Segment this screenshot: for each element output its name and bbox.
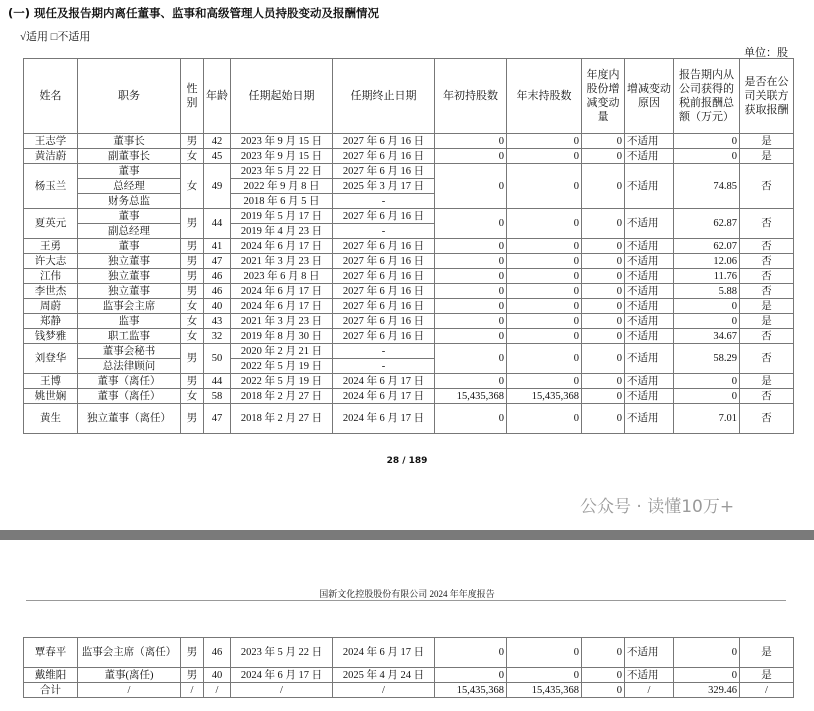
table-header: [24, 59, 794, 134]
end-shares-cell: 0: [507, 269, 582, 284]
pay-cell: 62.87: [674, 209, 740, 239]
related-pay-cell: 是: [740, 299, 794, 314]
change-cell: 0: [582, 239, 625, 254]
end-shares-cell: 0: [507, 374, 582, 389]
header-divider: [26, 600, 786, 601]
end-date-cell: 2027 年 6 月 16 日: [333, 269, 435, 284]
end-date-cell: -: [333, 344, 435, 359]
start-date-cell: 2018 年 6 月 5 日: [231, 194, 333, 209]
begin-shares-cell: 0: [435, 314, 507, 329]
change-cell: 0: [582, 668, 625, 683]
name-cell: 戴维阳: [24, 668, 78, 683]
position-cell: 董事(离任): [78, 668, 181, 683]
begin-shares-cell: 0: [435, 404, 507, 434]
gender-cell: 男: [181, 344, 204, 374]
begin-shares-cell: 0: [435, 284, 507, 299]
gender-cell: 男: [181, 668, 204, 683]
reason-cell: 不适用: [625, 299, 674, 314]
related-pay-cell: 是: [740, 374, 794, 389]
pay-cell: 0: [674, 314, 740, 329]
end-date-cell: 2027 年 6 月 16 日: [333, 134, 435, 149]
start-date-cell: 2022 年 5 月 19 日: [231, 359, 333, 374]
age-cell: 41: [204, 239, 231, 254]
end-shares-cell: 0: [507, 149, 582, 164]
age-cell: 47: [204, 404, 231, 434]
pay-cell: 11.76: [674, 269, 740, 284]
position-cell: 副总经理: [78, 224, 181, 239]
age-cell: 46: [204, 284, 231, 299]
table-row: [24, 239, 794, 254]
pay-cell: 0: [674, 668, 740, 683]
reason-cell: 不适用: [625, 164, 674, 209]
applicability-checkbox: √适用 □不适用: [20, 31, 91, 43]
position-cell: 职工监事: [78, 329, 181, 344]
age-cell: 46: [204, 638, 231, 668]
end-shares-cell: 0: [507, 299, 582, 314]
end-shares-cell: 15,435,368: [507, 389, 582, 404]
begin-shares-cell: 0: [435, 209, 507, 239]
reason-cell: 不适用: [625, 284, 674, 299]
related-pay-cell: 否: [740, 164, 794, 209]
age-cell: 46: [204, 269, 231, 284]
end-shares-cell: 0: [507, 638, 582, 668]
end-shares-cell: 0: [507, 164, 582, 209]
position-cell: 董事（离任）: [78, 374, 181, 389]
table-row: [24, 269, 794, 284]
change-cell: 0: [582, 344, 625, 374]
begin-shares-cell: 0: [435, 149, 507, 164]
related-pay-cell: 是: [740, 314, 794, 329]
related-pay-cell: 否: [740, 254, 794, 269]
reason-cell: 不适用: [625, 329, 674, 344]
column-header: 年末持股数: [507, 59, 582, 134]
total-end-cell: /: [333, 683, 435, 698]
end-shares-cell: 0: [507, 284, 582, 299]
end-date-cell: 2024 年 6 月 17 日: [333, 389, 435, 404]
age-cell: 40: [204, 668, 231, 683]
end-shares-cell: 0: [507, 239, 582, 254]
table-row: [24, 164, 794, 179]
gender-cell: 男: [181, 134, 204, 149]
start-date-cell: 2023 年 9 月 15 日: [231, 149, 333, 164]
change-cell: 0: [582, 149, 625, 164]
position-cell: 董事长: [78, 134, 181, 149]
end-shares-cell: 0: [507, 209, 582, 239]
position-cell: 董事（离任）: [78, 389, 181, 404]
change-cell: 0: [582, 389, 625, 404]
table-row: [24, 344, 794, 359]
column-header: 年初持股数: [435, 59, 507, 134]
pay-cell: 0: [674, 389, 740, 404]
start-date-cell: 2024 年 6 月 17 日: [231, 239, 333, 254]
name-cell: 夏英元: [24, 209, 78, 239]
end-shares-cell: 0: [507, 134, 582, 149]
end-date-cell: 2027 年 6 月 16 日: [333, 164, 435, 179]
change-cell: 0: [582, 284, 625, 299]
gender-cell: 男: [181, 284, 204, 299]
shareholding-table-continued: [23, 637, 794, 698]
total-reason-cell: /: [625, 683, 674, 698]
start-date-cell: 2024 年 6 月 17 日: [231, 668, 333, 683]
total-start-cell: /: [231, 683, 333, 698]
end-date-cell: 2024 年 6 月 17 日: [333, 374, 435, 389]
position-cell: 独立董事: [78, 269, 181, 284]
start-date-cell: 2022 年 9 月 8 日: [231, 179, 333, 194]
end-shares-cell: 0: [507, 314, 582, 329]
gender-cell: 男: [181, 374, 204, 389]
gender-cell: 女: [181, 314, 204, 329]
reason-cell: 不适用: [625, 344, 674, 374]
table-row: [24, 134, 794, 149]
shareholding-table: [23, 58, 794, 434]
start-date-cell: 2021 年 3 月 23 日: [231, 314, 333, 329]
age-cell: 42: [204, 134, 231, 149]
end-date-cell: 2027 年 6 月 16 日: [333, 284, 435, 299]
section-title: (一) 现任及报告期内离任董事、监事和高级管理人员持股变动及报酬情况: [8, 6, 380, 20]
begin-shares-cell: 0: [435, 269, 507, 284]
position-cell: 副董事长: [78, 149, 181, 164]
change-cell: 0: [582, 404, 625, 434]
start-date-cell: 2021 年 3 月 23 日: [231, 254, 333, 269]
start-date-cell: 2020 年 2 月 21 日: [231, 344, 333, 359]
column-header: 职务: [78, 59, 181, 134]
start-date-cell: 2023 年 5 月 22 日: [231, 164, 333, 179]
reason-cell: 不适用: [625, 269, 674, 284]
gender-cell: 男: [181, 239, 204, 254]
reason-cell: 不适用: [625, 638, 674, 668]
end-shares-cell: 0: [507, 344, 582, 374]
column-header: 是否在公司关联方获取报酬: [740, 59, 794, 134]
change-cell: 0: [582, 638, 625, 668]
position-cell: 董事会秘书: [78, 344, 181, 359]
name-cell: 周蔚: [24, 299, 78, 314]
start-date-cell: 2018 年 2 月 27 日: [231, 404, 333, 434]
end-date-cell: 2025 年 3 月 17 日: [333, 179, 435, 194]
reason-cell: 不适用: [625, 149, 674, 164]
reason-cell: 不适用: [625, 389, 674, 404]
name-cell: 王志学: [24, 134, 78, 149]
end-date-cell: 2027 年 6 月 16 日: [333, 209, 435, 224]
column-header: 报告期内从公司获得的税前报酬总额（万元）: [674, 59, 740, 134]
related-pay-cell: 是: [740, 638, 794, 668]
name-cell: 黄洁蔚: [24, 149, 78, 164]
gender-cell: 女: [181, 149, 204, 164]
pay-cell: 7.01: [674, 404, 740, 434]
change-cell: 0: [582, 299, 625, 314]
gender-cell: 男: [181, 209, 204, 239]
reason-cell: 不适用: [625, 374, 674, 389]
end-date-cell: 2027 年 6 月 16 日: [333, 329, 435, 344]
reason-cell: 不适用: [625, 404, 674, 434]
age-cell: 58: [204, 389, 231, 404]
total-name-cell: 合计: [24, 683, 78, 698]
change-cell: 0: [582, 329, 625, 344]
reason-cell: 不适用: [625, 134, 674, 149]
name-cell: 郑静: [24, 314, 78, 329]
age-cell: 43: [204, 314, 231, 329]
column-header: 任期终止日期: [333, 59, 435, 134]
gender-cell: 女: [181, 389, 204, 404]
total-pay-cell: 329.46: [674, 683, 740, 698]
change-cell: 0: [582, 314, 625, 329]
position-cell: 总法律顾问: [78, 359, 181, 374]
end-shares-cell: 0: [507, 329, 582, 344]
table-row: [24, 299, 794, 314]
total-related-cell: /: [740, 683, 794, 698]
name-cell: 姚世娴: [24, 389, 78, 404]
age-cell: 44: [204, 374, 231, 389]
column-header: 姓名: [24, 59, 78, 134]
age-cell: 50: [204, 344, 231, 374]
pay-cell: 74.85: [674, 164, 740, 209]
table-row: [24, 329, 794, 344]
pay-cell: 0: [674, 134, 740, 149]
pay-cell: 0: [674, 638, 740, 668]
end-shares-cell: 0: [507, 254, 582, 269]
related-pay-cell: 否: [740, 239, 794, 254]
name-cell: 李世杰: [24, 284, 78, 299]
end-date-cell: 2025 年 4 月 24 日: [333, 668, 435, 683]
begin-shares-cell: 0: [435, 254, 507, 269]
total-row: [24, 683, 794, 698]
gender-cell: 男: [181, 404, 204, 434]
name-cell: 刘登华: [24, 344, 78, 374]
begin-shares-cell: 0: [435, 668, 507, 683]
column-header: 增减变动原因: [625, 59, 674, 134]
position-cell: 董事: [78, 209, 181, 224]
column-header: 年度内股份增减变动量: [582, 59, 625, 134]
related-pay-cell: 是: [740, 668, 794, 683]
begin-shares-cell: 0: [435, 344, 507, 374]
table-row: [24, 668, 794, 683]
end-date-cell: 2024 年 6 月 17 日: [333, 404, 435, 434]
total-gender-cell: /: [181, 683, 204, 698]
table-row: [24, 209, 794, 224]
begin-shares-cell: 0: [435, 374, 507, 389]
end-date-cell: 2027 年 6 月 16 日: [333, 239, 435, 254]
table-row: [24, 374, 794, 389]
table-row: [24, 254, 794, 269]
start-date-cell: 2019 年 8 月 30 日: [231, 329, 333, 344]
total-end-shares-cell: 15,435,368: [507, 683, 582, 698]
reason-cell: 不适用: [625, 239, 674, 254]
related-pay-cell: 否: [740, 209, 794, 239]
gender-cell: 女: [181, 164, 204, 209]
position-cell: 董事: [78, 164, 181, 179]
related-pay-cell: 否: [740, 269, 794, 284]
position-cell: 独立董事: [78, 284, 181, 299]
end-date-cell: 2024 年 6 月 17 日: [333, 638, 435, 668]
gender-cell: 女: [181, 299, 204, 314]
end-date-cell: 2027 年 6 月 16 日: [333, 149, 435, 164]
table-row: [24, 284, 794, 299]
begin-shares-cell: 0: [435, 638, 507, 668]
pay-cell: 0: [674, 149, 740, 164]
gender-cell: 女: [181, 329, 204, 344]
start-date-cell: 2023 年 9 月 15 日: [231, 134, 333, 149]
reason-cell: 不适用: [625, 668, 674, 683]
related-pay-cell: 否: [740, 389, 794, 404]
name-cell: 王勇: [24, 239, 78, 254]
total-begin-cell: 15,435,368: [435, 683, 507, 698]
age-cell: 44: [204, 209, 231, 239]
page-separator: [0, 530, 814, 540]
name-cell: 许大志: [24, 254, 78, 269]
change-cell: 0: [582, 164, 625, 209]
reason-cell: 不适用: [625, 254, 674, 269]
position-cell: 财务总监: [78, 194, 181, 209]
age-cell: 32: [204, 329, 231, 344]
name-cell: 黄生: [24, 404, 78, 434]
column-header: 性别: [181, 59, 204, 134]
column-header: 年龄: [204, 59, 231, 134]
start-date-cell: 2023 年 5 月 22 日: [231, 638, 333, 668]
name-cell: 江伟: [24, 269, 78, 284]
name-cell: 杨玉兰: [24, 164, 78, 209]
related-pay-cell: 否: [740, 404, 794, 434]
end-date-cell: -: [333, 359, 435, 374]
start-date-cell: 2018 年 2 月 27 日: [231, 389, 333, 404]
name-cell: 钱梦雅: [24, 329, 78, 344]
related-pay-cell: 是: [740, 134, 794, 149]
age-cell: 47: [204, 254, 231, 269]
start-date-cell: 2023 年 6 月 8 日: [231, 269, 333, 284]
position-cell: 独立董事（离任）: [78, 404, 181, 434]
pay-cell: 0: [674, 299, 740, 314]
position-cell: 监事会主席: [78, 299, 181, 314]
age-cell: 45: [204, 149, 231, 164]
related-pay-cell: 否: [740, 344, 794, 374]
end-date-cell: -: [333, 224, 435, 239]
begin-shares-cell: 0: [435, 164, 507, 209]
change-cell: 0: [582, 374, 625, 389]
table-row: [24, 149, 794, 164]
position-cell: 董事: [78, 239, 181, 254]
begin-shares-cell: 0: [435, 299, 507, 314]
age-cell: 49: [204, 164, 231, 209]
end-date-cell: 2027 年 6 月 16 日: [333, 299, 435, 314]
start-date-cell: 2024 年 6 月 17 日: [231, 299, 333, 314]
reason-cell: 不适用: [625, 314, 674, 329]
gender-cell: 男: [181, 638, 204, 668]
end-shares-cell: 0: [507, 668, 582, 683]
related-pay-cell: 否: [740, 329, 794, 344]
pay-cell: 5.88: [674, 284, 740, 299]
start-date-cell: 2019 年 5 月 17 日: [231, 209, 333, 224]
pay-cell: 62.07: [674, 239, 740, 254]
watermark: 公众号 · 读懂10万+: [580, 497, 735, 517]
start-date-cell: 2024 年 6 月 17 日: [231, 284, 333, 299]
change-cell: 0: [582, 269, 625, 284]
gender-cell: 男: [181, 269, 204, 284]
column-header: 任期起始日期: [231, 59, 333, 134]
table-row: [24, 314, 794, 329]
change-cell: 0: [582, 134, 625, 149]
end-date-cell: 2027 年 6 月 16 日: [333, 254, 435, 269]
pay-cell: 58.29: [674, 344, 740, 374]
total-change-cell: 0: [582, 683, 625, 698]
name-cell: 覃春平: [24, 638, 78, 668]
table-row: [24, 638, 794, 668]
change-cell: 0: [582, 209, 625, 239]
position-cell: 监事: [78, 314, 181, 329]
related-pay-cell: 是: [740, 149, 794, 164]
begin-shares-cell: 15,435,368: [435, 389, 507, 404]
total-age-cell: /: [204, 683, 231, 698]
table-row: [24, 389, 794, 404]
position-cell: 独立董事: [78, 254, 181, 269]
pay-cell: 34.67: [674, 329, 740, 344]
position-cell: 总经理: [78, 179, 181, 194]
end-date-cell: 2027 年 6 月 16 日: [333, 314, 435, 329]
related-pay-cell: 否: [740, 284, 794, 299]
page-number: 28 / 189: [386, 456, 428, 466]
position-cell: 监事会主席（离任）: [78, 638, 181, 668]
end-shares-cell: 0: [507, 404, 582, 434]
reason-cell: 不适用: [625, 209, 674, 239]
age-cell: 40: [204, 299, 231, 314]
pay-cell: 12.06: [674, 254, 740, 269]
end-date-cell: -: [333, 194, 435, 209]
total-title-cell: /: [78, 683, 181, 698]
gender-cell: 男: [181, 254, 204, 269]
start-date-cell: 2022 年 5 月 19 日: [231, 374, 333, 389]
pay-cell: 0: [674, 374, 740, 389]
unit-label: 单位：股: [744, 47, 788, 59]
name-cell: 王博: [24, 374, 78, 389]
begin-shares-cell: 0: [435, 329, 507, 344]
change-cell: 0: [582, 254, 625, 269]
start-date-cell: 2019 年 4 月 23 日: [231, 224, 333, 239]
report-header: 国新文化控股股份有限公司 2024 年年度报告: [319, 589, 495, 599]
table-row: [24, 404, 794, 434]
begin-shares-cell: 0: [435, 134, 507, 149]
begin-shares-cell: 0: [435, 239, 507, 254]
